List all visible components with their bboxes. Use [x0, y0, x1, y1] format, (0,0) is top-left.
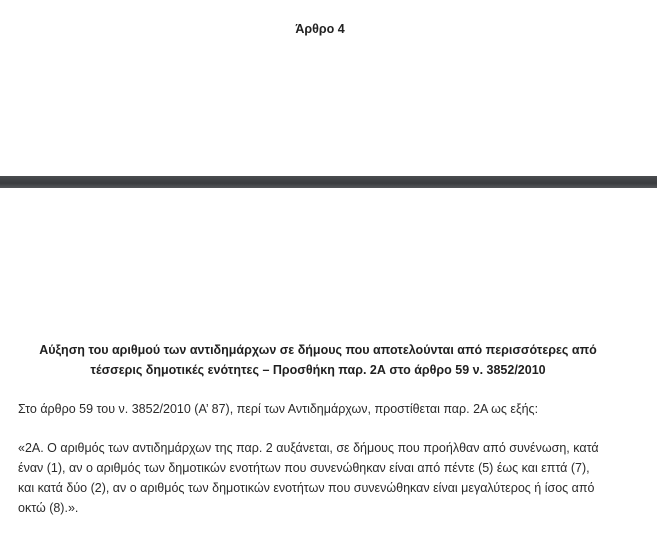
quote-line: οκτώ (8).».: [18, 501, 79, 515]
section-title-line: τέσσερις δημοτικές ενότητες – Προσθήκη παρ. 2Α στο άρθρο 59 ν. 3852/2010: [90, 363, 546, 377]
quote-line: και κατά δύο (2), αν ο αριθμός των δημοτικών ενοτήτων που συνενώθηκαν είναι μεγαλύτερος ή ίσος από: [18, 481, 595, 495]
page-break-divider: [0, 176, 657, 188]
quote-paragraph: [18, 438, 630, 518]
section-title-line: Αύξηση του αριθμού των αντιδημάρχων σε δήμους που αποτελούνται από περισσότερες από: [39, 343, 597, 357]
intro-paragraph: Στο άρθρο 59 του ν. 3852/2010 (Α’ 87), περί των Αντιδημάρχων, προστίθεται παρ. 2Α ως εξής:: [18, 402, 539, 416]
section-title: [18, 340, 618, 380]
article-heading: Άρθρο 4: [295, 22, 345, 36]
page-top: [0, 0, 657, 176]
quote-line: έναν (1), αν ο αριθμός των δημοτικών ενοτήτων που συνενώθηκαν είναι από πέντε (5) έως και επτά (7),: [18, 461, 590, 475]
quote-line: «2Α. Ο αριθμός των αντιδημάρχων της παρ. 2 αυξάνεται, σε δήμους που προήλθαν από συνένωση, κατά: [18, 441, 599, 455]
